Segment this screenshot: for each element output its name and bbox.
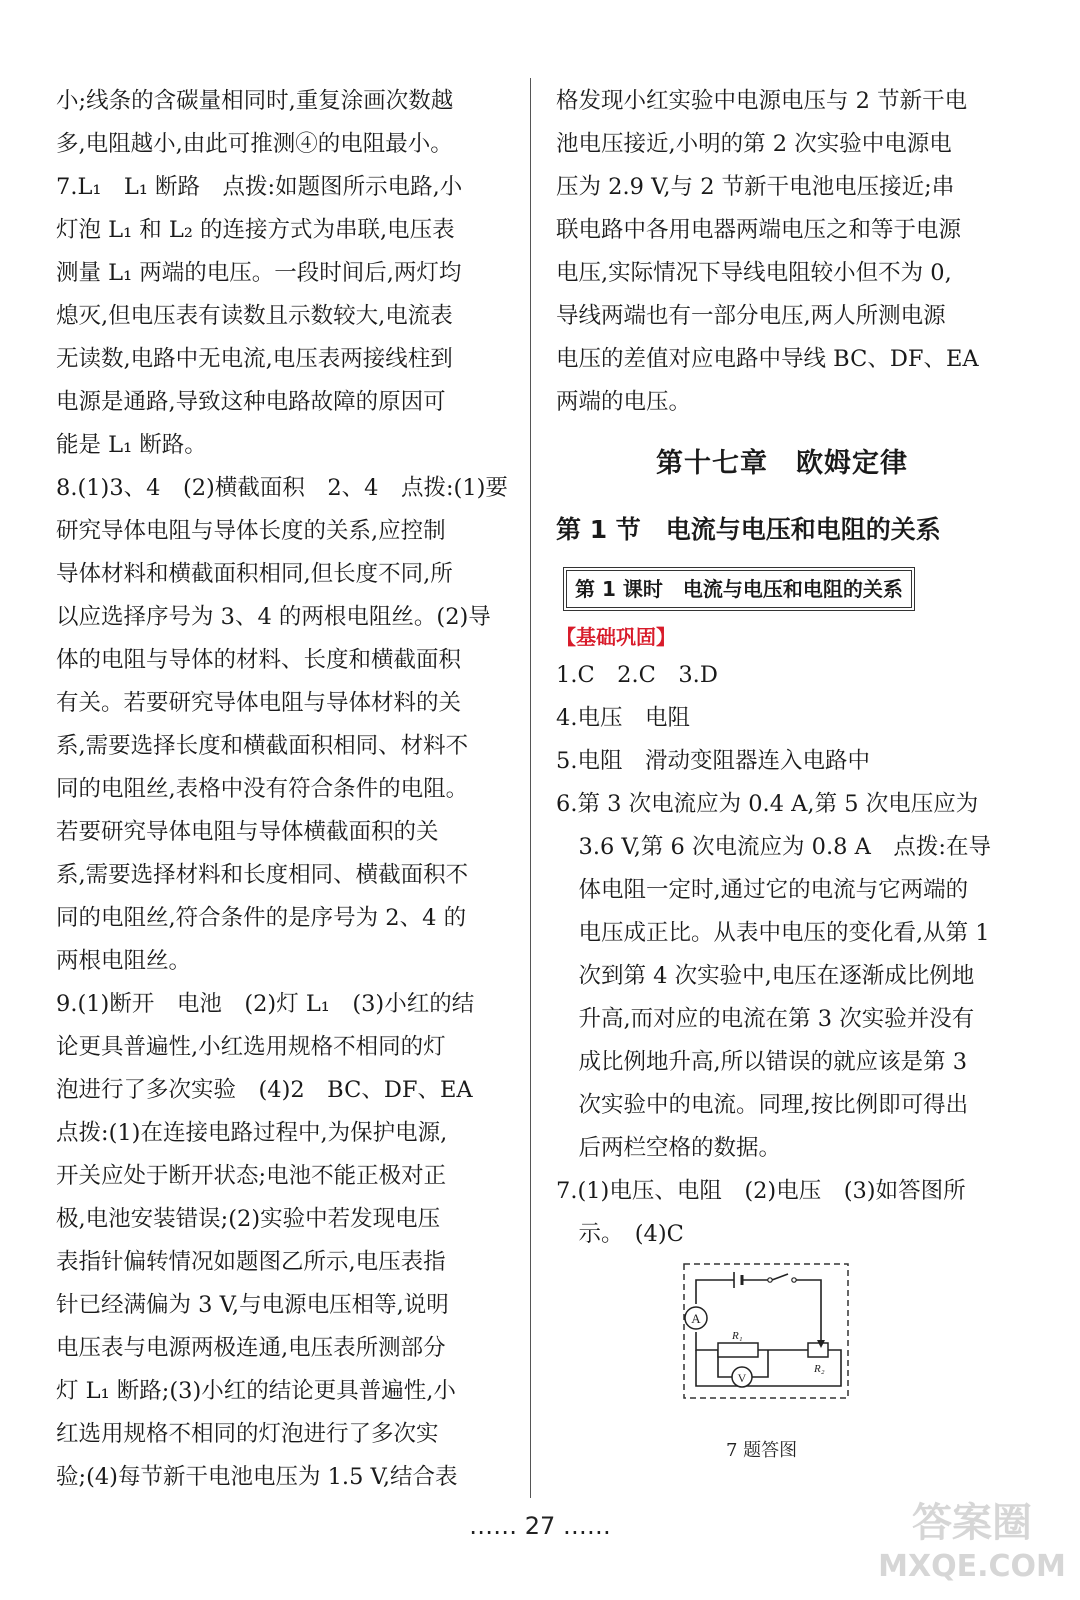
text-line: 1.C 2.C 3.D — [556, 662, 718, 688]
text-line: 电源是通路,导致这种电路故障的原因可 — [56, 389, 446, 415]
resistor-r1 — [718, 1330, 758, 1357]
text-line: 6.第 3 次电流应为 0.4 A,第 5 次电压应为 — [556, 791, 979, 817]
page-number: …… 27 …… — [469, 1512, 611, 1540]
circuit-figure — [556, 1262, 1008, 1472]
text-line: 多,电阻越小,由此可推测④的电阻最小。 — [56, 131, 453, 157]
text-line: 电压成正比。从表中电压的变化看,从第 1 — [556, 920, 990, 946]
voltmeter-symbol — [732, 1367, 752, 1387]
text-line: 同的电阻丝,符合条件的是序号为 2、4 的 — [56, 905, 467, 931]
figure-caption: 7 题答图 — [726, 1440, 798, 1461]
text-line: 论更具普遍性,小红选用规格不相同的灯 — [56, 1034, 446, 1060]
text-line: 开关应处于断开状态;电池不能正极对正 — [56, 1163, 447, 1189]
text-line: 表指针偏转情况如题图乙所示,电压表指 — [56, 1249, 446, 1275]
text-line: 验;(4)每节新干电池电压为 1.5 V,结合表 — [56, 1464, 458, 1490]
text-line: 极,电池安装错误;(2)实验中若发现电压 — [56, 1206, 441, 1232]
text-line: 导体材料和横截面积相同,但长度不同,所 — [56, 561, 453, 587]
text-line: 系,需要选择长度和横截面积相同、材料不 — [56, 733, 469, 759]
text-line: 示。 (4)C — [556, 1221, 684, 1247]
text-line: 能是 L₁ 断路。 — [56, 432, 207, 458]
circuit-diagram — [556, 1262, 1008, 1434]
text-line: 5.电阻 滑动变阻器连入电路中 — [556, 748, 870, 774]
battery-symbol — [734, 1272, 742, 1288]
column-divider — [530, 78, 531, 1498]
lesson-title: 第 1 课时 电流与电压和电阻的关系 — [566, 570, 912, 608]
text-line: 红选用规格不相同的灯泡进行了多次实 — [56, 1421, 439, 1447]
text-line: 9.(1)断开 电池 (2)灯 L₁ (3)小红的结 — [56, 991, 475, 1017]
text-line: 研究导体电阻与导体长度的关系,应控制 — [56, 518, 446, 544]
text-line: 升高,而对应的电流在第 3 次实验并没有 — [556, 1006, 975, 1032]
text-line: 无读数,电路中无电流,电压表两接线柱到 — [56, 346, 453, 372]
watermark-logo — [872, 1488, 1068, 1588]
rheostat-label: R₂ — [814, 1363, 825, 1375]
text-line: 7.L₁ L₁ 断路 点拨:如题图所示电路,小 — [56, 174, 463, 200]
left-column — [56, 80, 518, 1499]
text-line: 格发现小红实验中电源电压与 2 节新干电 — [556, 88, 968, 114]
text-line: 电压,实际情况下导线电阻较小但不为 0, — [556, 260, 952, 286]
text-line: 后两栏空格的数据。 — [556, 1135, 782, 1161]
text-line: 导线两端也有一部分电压,两人所测电源 — [556, 303, 946, 329]
text-line: 有关。若要研究导体电阻与导体材料的关 — [56, 690, 462, 716]
text-line: 电压表与电源两极连通,电压表所测部分 — [56, 1335, 446, 1361]
text-line: 次实验中的电流。同理,按比例即可得出 — [556, 1092, 969, 1118]
lesson-title-box — [556, 564, 1008, 620]
resistor-label: R₁ — [732, 1330, 743, 1342]
text-line: 次到第 4 次实验中,电压在逐渐成比例地 — [556, 963, 975, 989]
text-line: 测量 L₁ 两端的电压。一段时间后,两灯均 — [56, 260, 462, 286]
text-line: 两根电阻丝。 — [56, 948, 192, 974]
text-line: 灯泡 L₁ 和 L₂ 的连接方式为串联,电压表 — [56, 217, 455, 243]
text-line: 压为 2.9 V,与 2 节新干电池电压接近;串 — [556, 174, 955, 200]
section-tag: 【基础巩固】 — [556, 625, 676, 649]
watermark-title: 答案圈 — [912, 1500, 1032, 1546]
watermark-site: MXQE.COM — [878, 1549, 1066, 1584]
ammeter-label: A — [691, 1311, 701, 1326]
text-line: 体的电阻与导体的材料、长度和横截面积 — [56, 647, 462, 673]
text-line: 两端的电压。 — [556, 389, 692, 415]
text-line: 针已经满偏为 3 V,与电源电压相等,说明 — [56, 1292, 449, 1318]
text-line: 联电路中各用电器两端电压之和等于电源 — [556, 217, 962, 243]
text-line: 点拨:(1)在连接电路过程中,为保护电源, — [56, 1120, 448, 1146]
text-line: 成比例地升高,所以错误的就应该是第 3 — [556, 1049, 968, 1075]
text-line: 电压的差值对应电路中导线 BC、DF、EA — [556, 346, 979, 372]
rheostat-r2 — [808, 1340, 828, 1375]
text-line: 灯 L₁ 断路;(3)小红的结论更具普遍性,小 — [56, 1378, 456, 1404]
voltmeter-label: V — [737, 1371, 747, 1385]
text-line: 8.(1)3、4 (2)横截面积 2、4 点拨:(1)要 — [56, 475, 508, 501]
text-line: 体电阻一定时,通过它的电流与它两端的 — [556, 877, 969, 903]
section-title: 第 1 节 电流与电压和电阻的关系 — [556, 515, 941, 544]
text-line: 系,需要选择材料和长度相同、横截面积不 — [56, 862, 469, 888]
text-line: 池电压接近,小明的第 2 次实验中电源电 — [556, 131, 952, 157]
text-line: 以应选择序号为 3、4 的两根电阻丝。(2)导 — [56, 604, 491, 630]
text-line: 4.电压 电阻 — [556, 705, 690, 731]
text-line: 3.6 V,第 6 次电流应为 0.8 A 点拨:在导 — [556, 834, 991, 860]
text-line: 同的电阻丝,表格中没有符合条件的电阻。 — [56, 776, 469, 802]
text-line: 熄灭,但电压表有读数且示数较大,电流表 — [56, 303, 453, 329]
switch-symbol — [768, 1278, 796, 1282]
ammeter-symbol — [685, 1307, 707, 1329]
right-column — [556, 80, 1008, 1472]
text-line: 7.(1)电压、电阻 (2)电压 (3)如答图所 — [556, 1178, 966, 1204]
text-line: 泡进行了多次实验 (4)2 BC、DF、EA — [56, 1077, 473, 1103]
chapter-title: 第十七章 欧姆定律 — [656, 448, 908, 479]
text-line: 若要研究导体电阻与导体横截面积的关 — [56, 819, 439, 845]
dashed-frame — [684, 1264, 848, 1398]
text-line: 小;线条的含碳量相同时,重复涂画次数越 — [56, 88, 454, 114]
